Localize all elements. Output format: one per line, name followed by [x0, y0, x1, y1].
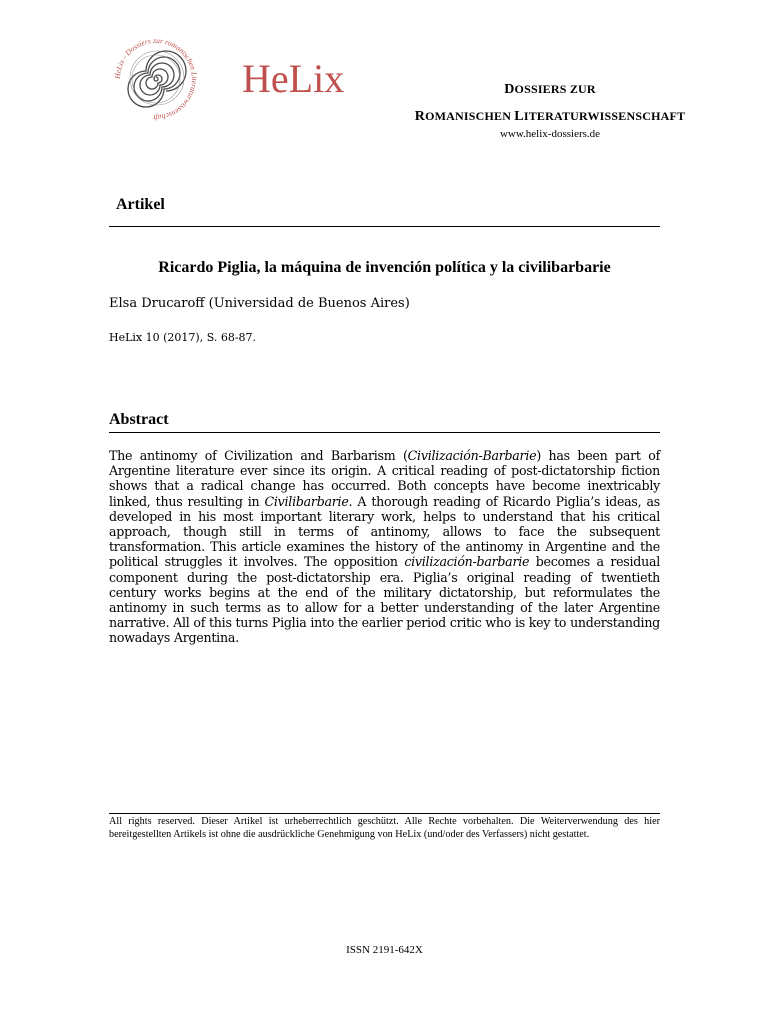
series-line-1: DOSSIERS ZUR	[504, 82, 596, 97]
journal-url[interactable]: www.helix-dossiers.de	[499, 128, 601, 140]
italic-term: Civilización-Barbarie	[407, 448, 537, 463]
series-title	[400, 76, 700, 130]
article-title: Ricardo Piglia, la máquina de invención política y la civilibarbarie	[158, 259, 611, 276]
logo-ring-text: HeLix - Dossiers zur romanischen Literaturwissenschaft	[112, 36, 200, 122]
series-line-2: ROMANISCHEN LITERATURWISSENSCHAFT	[414, 109, 686, 124]
helix-logo-graphic	[112, 36, 348, 122]
rights-notice: All rights reserved. Dieser Artikel ist urheberrechtlich geschützt. Alle Rechte vorbehalten. Die Weiterverwendung des hier bereitgestellten Artikels ist ohne die ausdrückliche Genehmigung von HeLix (und/oder des Verfassers) nicht gestattet.	[109, 816, 660, 840]
section-label: Artikel	[116, 196, 165, 213]
divider	[109, 226, 660, 227]
article-citation: HeLix 10 (2017), S. 68-87.	[109, 331, 257, 344]
helix-logo	[112, 36, 348, 122]
italic-term: civilización-barbarie	[404, 554, 530, 570]
logo-wordmark: HeLix	[242, 56, 345, 101]
abstract-heading: Abstract	[109, 411, 169, 428]
article-author: Elsa Drucaroff (Universidad de Buenos Aires)	[109, 296, 410, 311]
abstract-body: The antinomy of Civilization and Barbarism (Civilización-Barbarie) has been part of Argentine literature ever since its origin. A critical reading of post-dictatorship fiction shows that a radical change has occurred. Both concepts have become inextricably linked, thus resulting in Civilibarbarie. A thorough reading of Ricardo Piglia’s ideas, as developed in his most important literary work, helps to understand that his critical approach, though still in terms of antinomy, allows to face the subsequent transformation. This article examines the history of the antinomy in Argentine and the political struggles it involves. The opposition civilización-barbarie becomes a residual component during the post-dictatorship era. Piglia’s original reading of twentieth century works begins at the end of the military dictatorship, but reformulates the antinomy in such terms as to allow for a better understanding of the later Argentine narrative. All of this turns Piglia into the earlier period critic who is key to understanding nowadays Argentina.	[109, 448, 660, 646]
footnote-divider	[109, 813, 660, 814]
italic-term: Civilibarbarie	[264, 493, 349, 509]
issn-number: ISSN 2191-642X	[346, 944, 423, 956]
divider	[109, 432, 660, 433]
spiral-icon	[128, 51, 186, 107]
